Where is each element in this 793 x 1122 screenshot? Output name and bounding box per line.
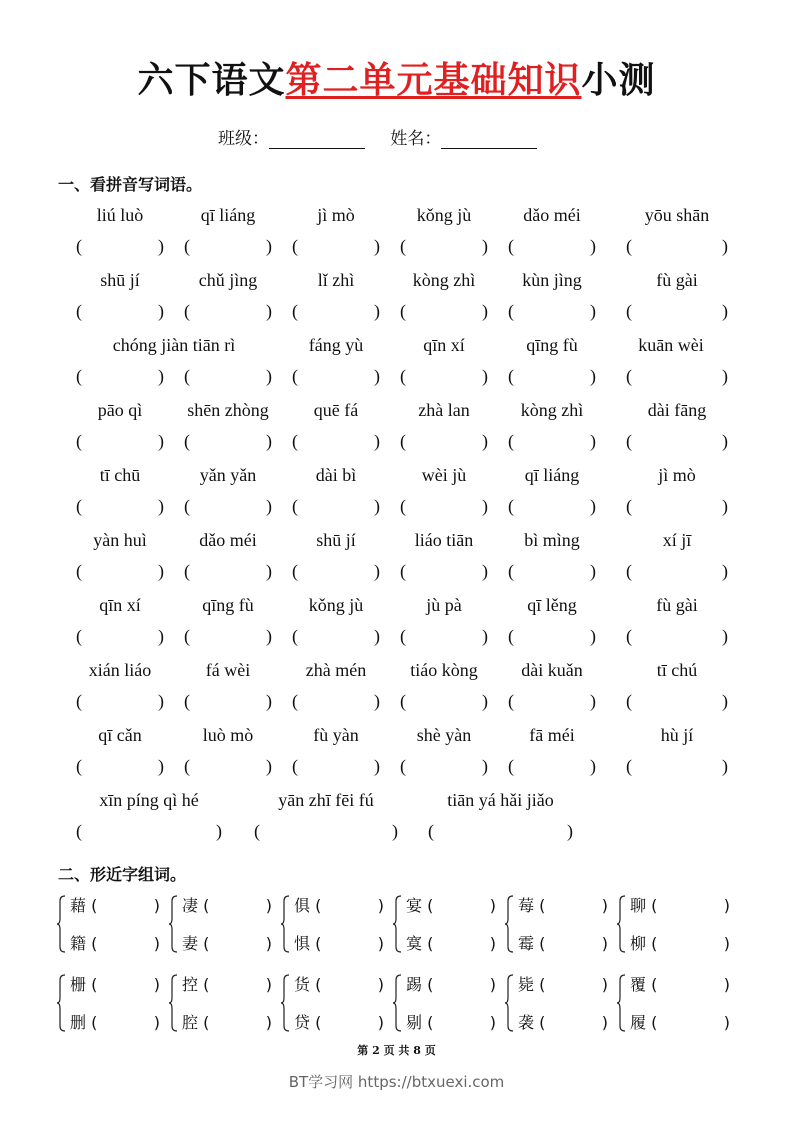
answer-blank[interactable]: ( ) (76, 236, 164, 256)
char: 凄 (182, 896, 199, 915)
answer-blank[interactable]: ( ) (292, 301, 380, 321)
title-highlight: 第二单元基础知识 (285, 60, 582, 101)
char: 宴 (406, 896, 423, 915)
answer-blank[interactable]: ( ) (400, 366, 488, 386)
char-blank[interactable]: 袭 ( ) (518, 1013, 608, 1032)
pinyin-word: shēn zhòng (187, 400, 269, 420)
char: 毙 (518, 975, 535, 994)
pinyin-word: shū jí (100, 270, 140, 290)
pinyin-word: yān zhī fēi fú (278, 790, 374, 810)
char: 籍 (70, 934, 87, 953)
pinyin-word: fù gài (656, 595, 698, 615)
char: 覆 (630, 975, 647, 994)
section2-heading: 二、形近字组词。 (58, 865, 187, 884)
pinyin-word: dài bì (315, 465, 357, 485)
pinyin-word: jì mò (658, 465, 696, 485)
char-blank[interactable]: 籍 ( ) (70, 934, 160, 953)
char: 寞 (406, 934, 423, 953)
char-blank[interactable]: 剔 ( ) (406, 1013, 496, 1032)
brace-icon (168, 974, 178, 1032)
class-field[interactable] (269, 130, 365, 149)
char-blank[interactable]: 宴 ( ) (406, 896, 496, 915)
answer-blank[interactable]: ( ) (76, 366, 164, 386)
answer-blank[interactable]: ( ) (76, 431, 164, 451)
pinyin-word: fù gài (656, 270, 698, 290)
student-info (218, 124, 557, 149)
char-blank[interactable]: 藉 ( ) (70, 896, 160, 915)
answer-blank[interactable]: ( ) (400, 626, 488, 646)
watermark: BT学习网 https://btxuexi.com (288, 1073, 505, 1091)
char: 袭 (518, 1013, 535, 1032)
answer-blank[interactable]: ( ) (626, 626, 728, 646)
answer-blank[interactable]: ( ) (292, 236, 380, 256)
answer-blank[interactable]: ( ) (184, 561, 272, 581)
char: 剔 (406, 1013, 423, 1032)
char: 莓 (518, 896, 535, 915)
pinyin-word: tiān yá hǎi jiǎo (447, 790, 554, 810)
pinyin-word: xīn píng qì hé (99, 790, 199, 810)
title-part: 小测 (581, 60, 656, 101)
char: 控 (182, 975, 199, 994)
brace-icon (56, 974, 66, 1032)
brace-icon (56, 895, 66, 953)
pinyin-word: hù jí (660, 725, 694, 745)
answer-blank[interactable]: ( ) (184, 496, 272, 516)
char-blank[interactable]: 凄 ( ) (182, 896, 272, 915)
brace-icon (504, 895, 514, 953)
pinyin-word: kòng zhì (412, 270, 476, 290)
answer-blank[interactable]: ( ) (508, 366, 596, 386)
char-blank[interactable]: 霉 ( ) (518, 934, 608, 953)
answer-blank[interactable]: ( ) (626, 431, 728, 451)
title-part: 六下语文 (137, 60, 286, 101)
char-blank[interactable]: 莓 ( ) (518, 896, 608, 915)
brace-icon (168, 895, 178, 953)
answer-blank[interactable]: ( ) (508, 626, 596, 646)
brace-icon (392, 974, 402, 1032)
char-blank[interactable]: 毙 ( ) (518, 975, 608, 994)
pinyin-word: kòng zhì (520, 400, 584, 420)
answer-blank[interactable]: ( ) (626, 366, 728, 386)
pinyin-word: yǎn yǎn (199, 465, 257, 485)
answer-blank[interactable]: ( ) (400, 236, 488, 256)
pinyin-word: fá wèi (205, 660, 251, 680)
answer-blank[interactable]: ( ) (400, 756, 488, 776)
char-blank[interactable]: 贷 ( ) (294, 1013, 384, 1032)
pinyin-word: qī cǎn (98, 725, 142, 745)
pinyin-word: chóng jiàn tiān rì (112, 335, 236, 355)
pinyin-word: wèi jù (421, 465, 467, 485)
pinyin-word: qīng fù (526, 335, 578, 355)
page-number: 第 2 页 共 8 页 (357, 1044, 436, 1057)
answer-blank[interactable]: ( ) (508, 561, 596, 581)
answer-blank[interactable]: ( ) (292, 431, 380, 451)
pinyin-word: dǎo méi (199, 530, 257, 550)
pinyin-word: qīn xí (423, 335, 465, 355)
answer-blank[interactable]: ( ) (508, 431, 596, 451)
pinyin-word: lǐ zhì (317, 270, 355, 290)
char-blank[interactable]: 寞 ( ) (406, 934, 496, 953)
answer-blank[interactable]: ( ) (76, 561, 164, 581)
char: 腔 (182, 1013, 199, 1032)
char: 藉 (70, 896, 87, 915)
name-field[interactable] (441, 130, 537, 149)
answer-blank[interactable]: ( ) (184, 236, 272, 256)
brace-icon (280, 974, 290, 1032)
pinyin-word: dài fāng (647, 400, 707, 420)
pinyin-word: qīn xí (99, 595, 141, 615)
page-title (0, 52, 793, 103)
answer-blank[interactable]: ( ) (626, 496, 728, 516)
section1-heading: 一、看拼音写词语。 (58, 175, 203, 194)
answer-blank[interactable]: ( ) (508, 691, 596, 711)
char: 柳 (630, 934, 647, 953)
name-label: 姓名： (390, 129, 442, 149)
pinyin-word: xián liáo (88, 660, 152, 680)
answer-blank[interactable]: ( ) (400, 561, 488, 581)
answer-blank[interactable]: ( ) (184, 691, 272, 711)
char-blank[interactable]: 覆 ( ) (630, 975, 730, 994)
answer-blank[interactable]: ( ) (76, 626, 164, 646)
answer-blank[interactable]: ( ) (508, 301, 596, 321)
char-blank[interactable]: 柳 ( ) (630, 934, 730, 953)
pinyin-word: tī chū (99, 465, 141, 485)
answer-blank[interactable]: ( ) (292, 366, 380, 386)
char: 霉 (518, 934, 535, 953)
answer-blank[interactable]: ( ) (184, 756, 272, 776)
answer-blank[interactable]: ( ) (508, 496, 596, 516)
pinyin-word: fáng yù (308, 335, 364, 355)
pinyin-word: yōu shān (644, 205, 710, 225)
answer-blank[interactable]: ( ) (508, 756, 596, 776)
answer-blank[interactable]: ( ) (76, 496, 164, 516)
char-blank[interactable]: 惧 ( ) (294, 934, 384, 953)
brace-icon (616, 895, 626, 953)
char-blank[interactable]: 腔 ( ) (182, 1013, 272, 1032)
pinyin-word: pāo qì (97, 400, 143, 420)
class-label: 班级： (218, 129, 269, 149)
char-blank[interactable]: 妻 ( ) (182, 934, 272, 953)
pinyin-word: shè yàn (416, 725, 472, 745)
answer-blank[interactable]: ( ) (400, 301, 488, 321)
answer-blank[interactable]: ( ) (508, 236, 596, 256)
char: 惧 (294, 934, 311, 953)
pinyin-word: liú luò (96, 205, 144, 225)
pinyin-word: kǒng jù (308, 595, 364, 615)
char-blank[interactable]: 栅 ( ) (70, 975, 160, 994)
pinyin-word: qī liáng (200, 205, 256, 225)
char: 俱 (294, 896, 311, 915)
answer-blank[interactable]: ( ) (184, 366, 272, 386)
answer-blank[interactable]: ( ) (626, 691, 728, 711)
pinyin-word: bì mìng (524, 530, 580, 550)
answer-blank[interactable]: ( ) (400, 496, 488, 516)
answer-blank[interactable]: ( ) (292, 756, 380, 776)
pinyin-word: liáo tiān (414, 530, 474, 550)
answer-blank[interactable]: ( ) (76, 691, 164, 711)
char: 货 (294, 975, 311, 994)
answer-blank[interactable]: ( ) (292, 496, 380, 516)
pinyin-word: qī liáng (524, 465, 580, 485)
answer-blank[interactable]: ( ) (626, 301, 728, 321)
pinyin-word: yàn huì (93, 530, 147, 550)
char: 贷 (294, 1013, 311, 1032)
pinyin-word: tiáo kòng (410, 660, 478, 680)
answer-blank[interactable]: ( ) (76, 301, 164, 321)
pinyin-word: luò mò (202, 725, 254, 745)
pinyin-word: dǎo méi (523, 205, 581, 225)
answer-blank[interactable]: ( ) (292, 691, 380, 711)
char-blank[interactable]: 货 ( ) (294, 975, 384, 994)
pinyin-word: tī chú (656, 660, 698, 680)
char-blank[interactable]: 履 ( ) (630, 1013, 730, 1032)
brace-icon (392, 895, 402, 953)
char-blank[interactable]: 俱 ( ) (294, 896, 384, 915)
char-blank[interactable]: 删 ( ) (70, 1013, 160, 1032)
answer-blank[interactable]: ( ) (254, 821, 398, 841)
pinyin-word: kùn jìng (522, 270, 582, 290)
char-blank[interactable]: 踢 ( ) (406, 975, 496, 994)
char: 踢 (406, 975, 423, 994)
char: 妻 (182, 934, 199, 953)
pinyin-word: chǔ jìng (198, 270, 258, 290)
answer-blank[interactable]: ( ) (626, 236, 728, 256)
pinyin-word: dài kuǎn (521, 660, 583, 680)
pinyin-word: quē fá (313, 400, 359, 420)
answer-blank[interactable]: ( ) (76, 756, 164, 776)
answer-blank[interactable]: ( ) (184, 626, 272, 646)
pinyin-word: xí jī (662, 530, 692, 550)
pinyin-word: zhà lan (418, 400, 470, 420)
pinyin-word: qī lěng (527, 595, 577, 615)
brace-icon (616, 974, 626, 1032)
char: 聊 (630, 896, 647, 915)
pinyin-word: zhà mén (305, 660, 367, 680)
answer-blank[interactable]: ( ) (184, 431, 272, 451)
pinyin-word: fù yàn (313, 725, 359, 745)
pinyin-word: kuān wèi (638, 335, 704, 355)
answer-blank[interactable]: ( ) (184, 301, 272, 321)
pinyin-word: jù pà (426, 595, 462, 615)
char-blank[interactable]: 控 ( ) (182, 975, 272, 994)
answer-blank[interactable]: ( ) (76, 821, 222, 841)
answer-blank[interactable]: ( ) (400, 691, 488, 711)
pinyin-word: jì mò (317, 205, 355, 225)
answer-blank[interactable]: ( ) (292, 561, 380, 581)
answer-blank[interactable]: ( ) (428, 821, 573, 841)
char: 栅 (70, 975, 87, 994)
answer-blank[interactable]: ( ) (626, 561, 728, 581)
char-blank[interactable]: 聊 ( ) (630, 896, 730, 915)
brace-icon (504, 974, 514, 1032)
answer-blank[interactable]: ( ) (292, 626, 380, 646)
pinyin-word: kǒng jù (416, 205, 472, 225)
brace-icon (280, 895, 290, 953)
char: 删 (70, 1013, 87, 1032)
pinyin-word: qīng fù (202, 595, 254, 615)
answer-blank[interactable]: ( ) (400, 431, 488, 451)
pinyin-word: fā méi (529, 725, 575, 745)
pinyin-word: shū jí (316, 530, 356, 550)
answer-blank[interactable]: ( ) (626, 756, 728, 776)
char: 履 (630, 1013, 647, 1032)
